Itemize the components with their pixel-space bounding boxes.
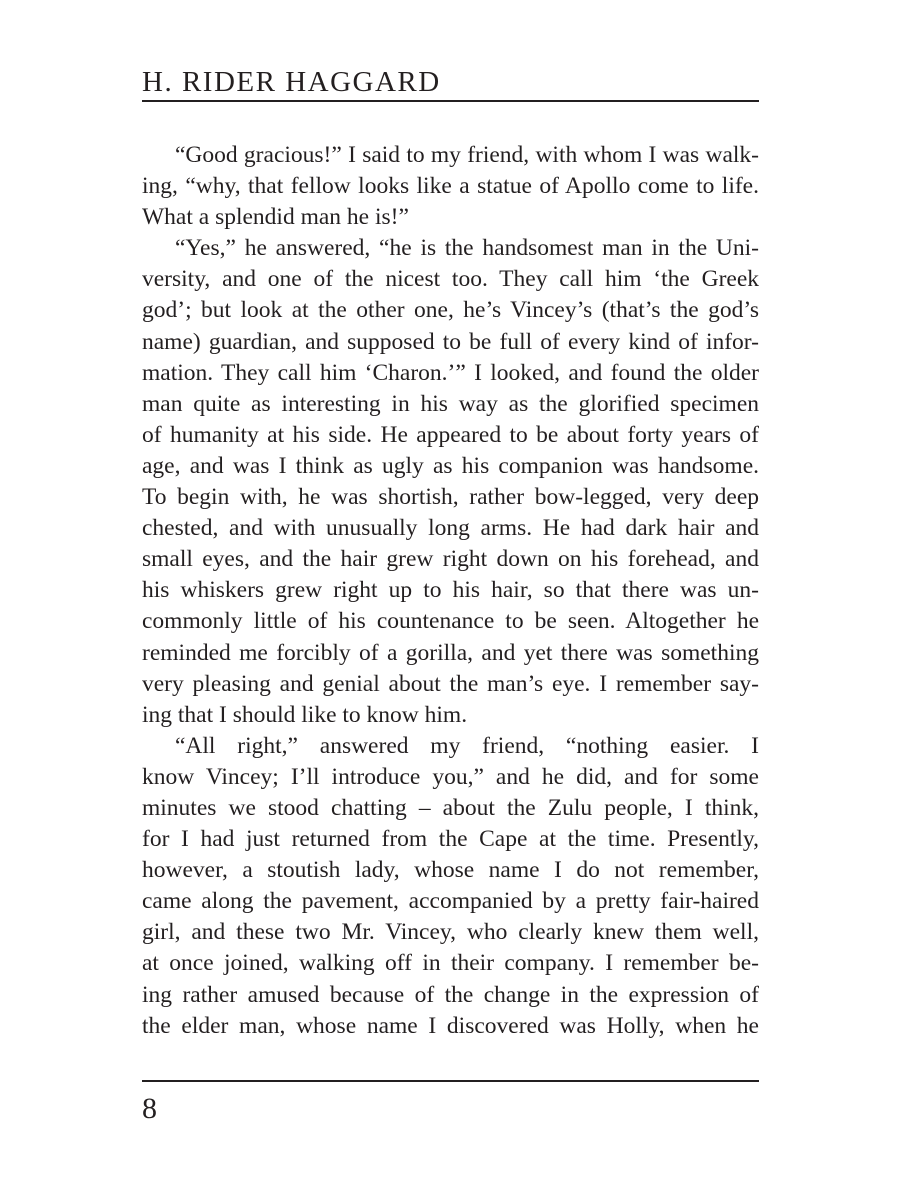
text-line: ing, “why, that fellow looks like a statue of Apollo come to life. bbox=[142, 173, 759, 200]
text-line: What a splendid man he is!” bbox=[142, 204, 409, 231]
text-line: reminded me forcibly of a gorilla, and yet there was something bbox=[142, 639, 759, 666]
text-line: girl, and these two Mr. Vincey, who clearly knew them well, bbox=[142, 919, 759, 946]
text-line: at once joined, walking off in their company. I remember be- bbox=[142, 950, 759, 977]
text-line: versity, and one of the nicest too. They call him ‘the Greek bbox=[142, 266, 759, 293]
text-line: “Yes,” he answered, “he is the handsomest man in the Uni- bbox=[175, 235, 759, 262]
text-line: age, and was I think as ugly as his companion was handsome. bbox=[142, 452, 759, 479]
footer-rule bbox=[142, 1080, 759, 1082]
text-line: god’; but look at the other one, he’s Vincey’s (that’s the god’s bbox=[142, 297, 759, 324]
text-line: know Vincey; I’ll introduce you,” and he did, and for some bbox=[142, 763, 759, 790]
text-line: for I had just returned from the Cape at the time. Presently, bbox=[142, 826, 759, 853]
text-line: minutes we stood chatting – about the Zulu people, I think, bbox=[142, 794, 759, 821]
header-rule bbox=[142, 100, 759, 102]
text-line: mation. They call him ‘Charon.’” I looked, and found the older bbox=[142, 359, 759, 386]
text-line: chested, and with unusually long arms. He had dark hair and bbox=[142, 515, 759, 542]
text-line: however, a stoutish lady, whose name I do not remember, bbox=[142, 857, 759, 884]
text-line: the elder man, whose name I discovered was Holly, when he bbox=[142, 1012, 759, 1039]
text-line: “Good gracious!” I said to my friend, with whom I was walk- bbox=[175, 142, 759, 168]
text-line: ing rather amused because of the change in the expression of bbox=[142, 981, 759, 1008]
text-line: ing that I should like to know him. bbox=[142, 701, 468, 728]
text-line: small eyes, and the hair grew right down on his forehead, and bbox=[142, 546, 759, 573]
running-head-author: H. RIDER HAGGARD bbox=[142, 66, 441, 98]
text-line: came along the pavement, accompanied by a pretty fair-haired bbox=[142, 888, 759, 915]
text-line: of humanity at his side. He appeared to be about forty years of bbox=[142, 421, 759, 448]
text-line: name) guardian, and supposed to be full of every kind of infor- bbox=[142, 328, 759, 355]
text-line: commonly little of his countenance to be seen. Altogether he bbox=[142, 608, 759, 635]
text-line: “All right,” answered my friend, “nothing easier. I bbox=[175, 732, 759, 759]
page-number: 8 bbox=[142, 1092, 157, 1125]
text-line: his whiskers grew right up to his hair, so that there was un- bbox=[142, 577, 759, 604]
text-line: To begin with, he was shortish, rather bow-legged, very deep bbox=[142, 484, 759, 511]
text-line: very pleasing and genial about the man’s eye. I remember say- bbox=[142, 670, 759, 697]
text-line: man quite as interesting in his way as the glorified specimen bbox=[142, 390, 759, 417]
body-text bbox=[142, 140, 759, 1042]
